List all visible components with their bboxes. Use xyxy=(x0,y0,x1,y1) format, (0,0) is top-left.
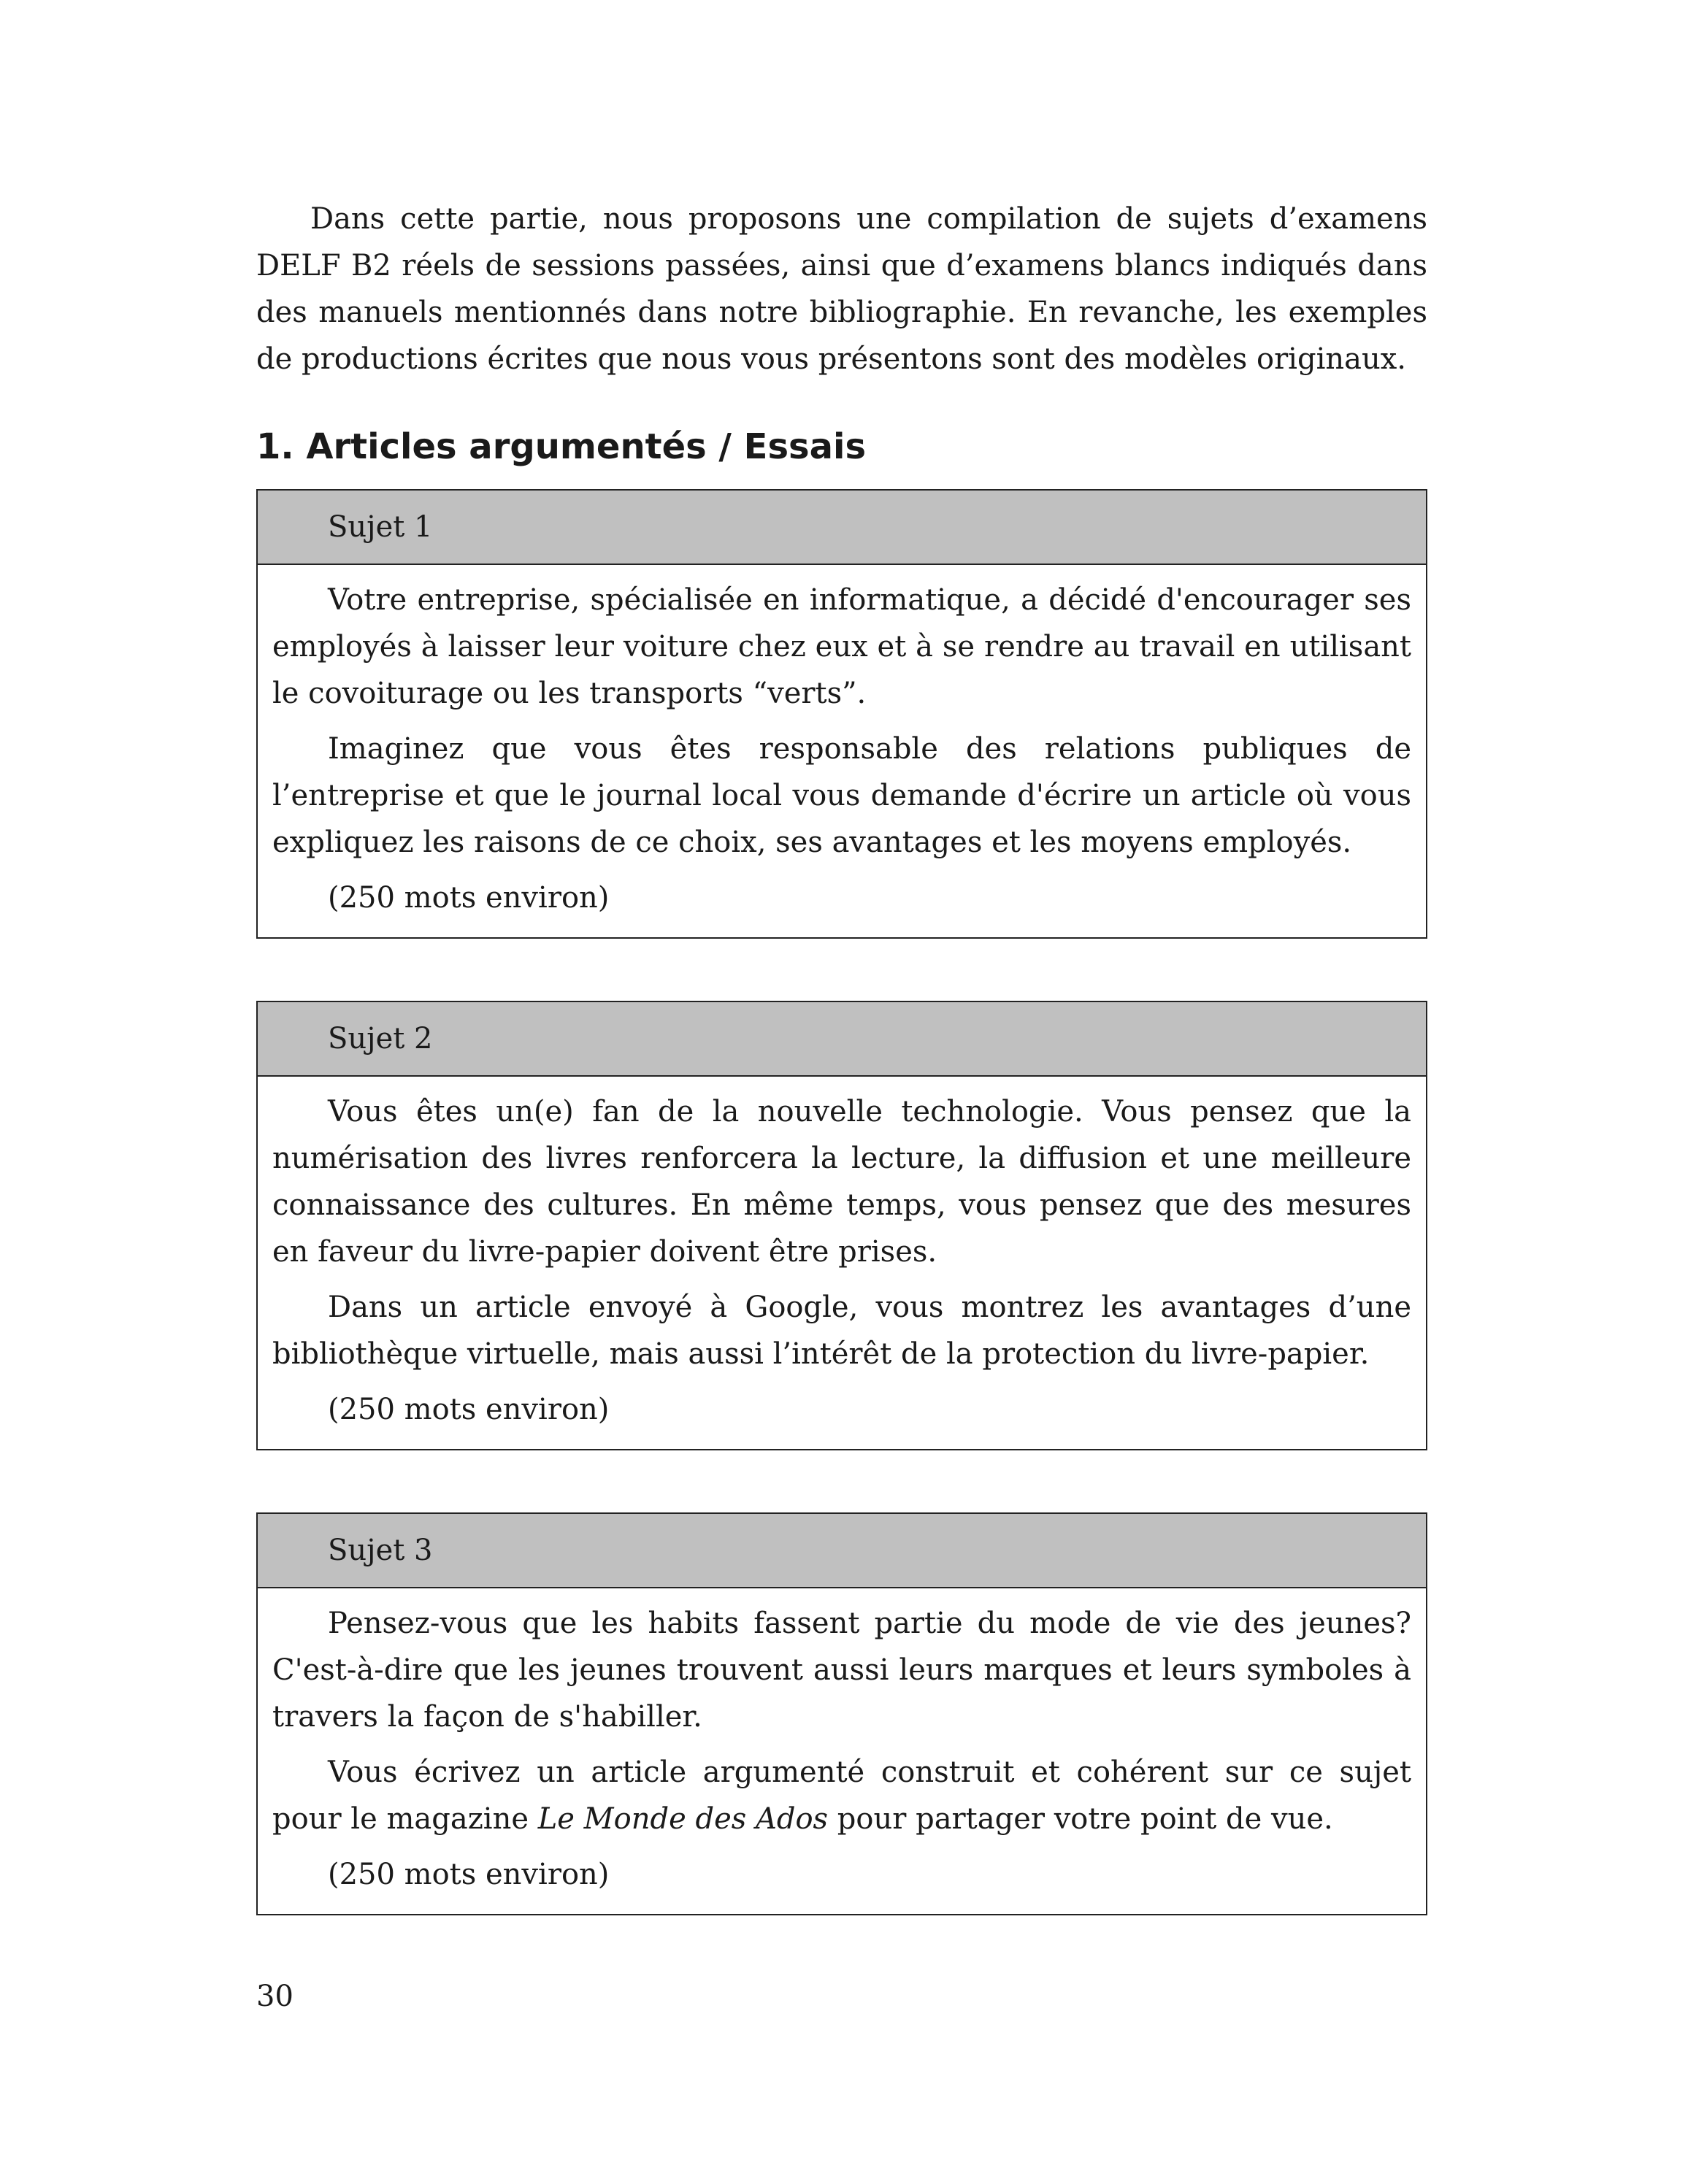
page-content xyxy=(256,196,1427,1977)
sujet-box-3 xyxy=(256,1512,1427,1915)
word-count-note: (250 mots environ) xyxy=(328,881,610,915)
sujet-box-2 xyxy=(256,1001,1427,1450)
page-number: 30 xyxy=(256,1980,294,2013)
sujet-body xyxy=(258,1588,1426,1914)
sujet-body xyxy=(258,565,1426,937)
intro-paragraph: Dans cette partie, nous proposons une compilation de sujets d’examens DELF B2 réels de sessions passées, ainsi que d’examens blancs indiqués dans des manuels mentionnés dans notre bibliographie. En revanche, les exemples de productions écrites que nous vous présentons sont des modèles originaux. xyxy=(256,202,1427,376)
sujet-paragraph: Vous êtes un(e) fan de la nouvelle technologie. Vous pensez que la numérisation des livres renforcera la lecture, la diffusion et une meilleure connaissance des cultures. En même temps, vous pensez que des mesures en faveur du livre-papier doivent être prises. xyxy=(272,1095,1411,1269)
word-count-note: (250 mots environ) xyxy=(328,1393,610,1426)
sujet-title: Sujet 3 xyxy=(258,1514,1426,1588)
sujet-paragraph: Votre entreprise, spécialisée en informatique, a décidé d'encourager ses employés à laisser leur voiture chez eux et à se rendre au travail en utilisant le covoiturage ou les transports “verts”. xyxy=(272,583,1411,710)
sujet-title: Sujet 1 xyxy=(258,491,1426,565)
magazine-title: Le Monde des Ados xyxy=(537,1802,829,1836)
word-count-note: (250 mots environ) xyxy=(328,1858,610,1891)
sujet-paragraph xyxy=(272,1749,1411,1842)
section-title: 1. Articles argumentés / Essais xyxy=(256,426,867,467)
sujet-paragraph: Pensez-vous que les habits fassent partie du mode de vie des jeunes? C'est-à-dire que les jeunes trouvent aussi leurs marques et leurs symboles à travers la façon de s'habiller. xyxy=(272,1607,1411,1734)
sujet-paragraph: Dans un article envoyé à Google, vous montrez les avantages d’une bibliothèque virtuelle, mais aussi l’intérêt de la protection du livre-papier. xyxy=(272,1291,1411,1371)
sujet-title: Sujet 2 xyxy=(258,1002,1426,1077)
sujet-body xyxy=(258,1077,1426,1449)
sujet-box-1 xyxy=(256,489,1427,939)
paragraph-text: pour partager votre point de vue. xyxy=(828,1802,1333,1836)
paragraph-text: Vous écrivez un article argumenté construit et cohérent sur ce sujet pour le magazine xyxy=(272,1756,1411,1836)
sujet-paragraph: Imaginez que vous êtes responsable des relations publiques de l’entreprise et que le journal local vous demande d'écrire un article où vous expliquez les raisons de ce choix, ses avantages et les moyens employés. xyxy=(272,732,1411,859)
